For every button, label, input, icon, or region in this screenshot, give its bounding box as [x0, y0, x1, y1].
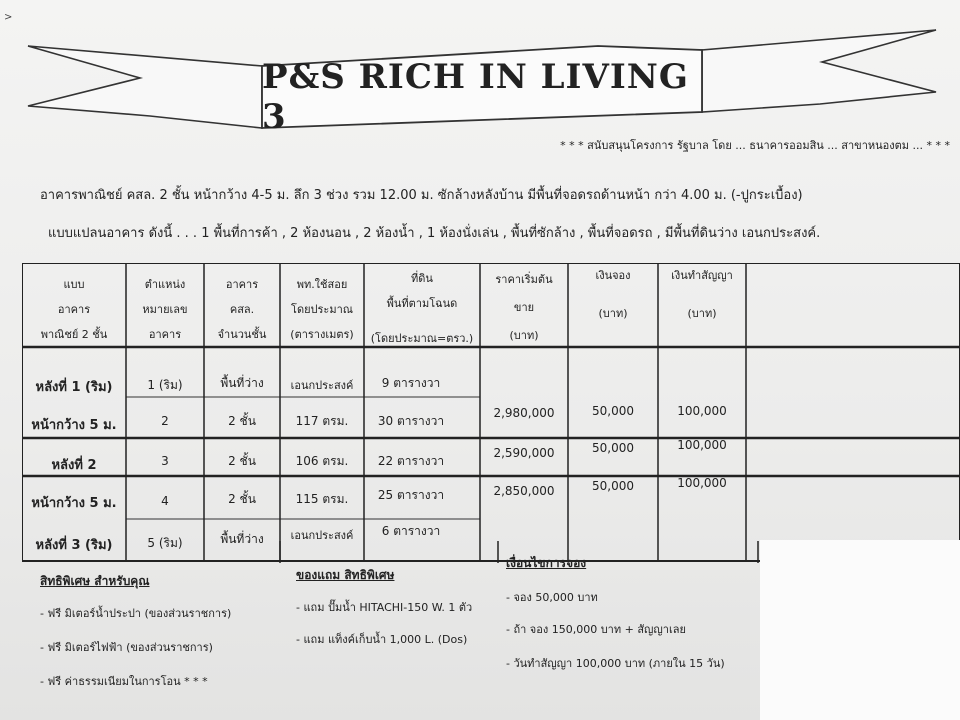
- row-4-deposit: 50,000: [592, 479, 634, 493]
- privileges-title: สิทธิพิเศษ สำหรับคุณ: [40, 574, 150, 588]
- page-title: P&S RICH IN LIVING 3: [262, 57, 689, 137]
- row-2-position: 2: [161, 414, 169, 428]
- row-3-position: 3: [161, 454, 169, 468]
- row-4-price: 2,850,000: [493, 484, 555, 498]
- row-2-floors: 2 ชั้น: [228, 414, 256, 428]
- row-4-land: 25 ตารางวา: [377, 488, 445, 502]
- row-4-contract: 100,000: [677, 476, 727, 490]
- condition-item: - จอง 50,000 บาท: [506, 591, 598, 604]
- row-3-area: 106 ตรม.: [295, 454, 349, 468]
- row-1-position: 1 (ริม): [147, 378, 183, 392]
- row-2-land: 30 ตารางวา: [377, 414, 445, 428]
- row-2-price: 2,980,000: [493, 406, 555, 420]
- row-4-floors: 2 ชั้น: [228, 492, 256, 506]
- header-land: ที่ดิน พื้นที่ตามโฉนด (โดยประมาณ=ตรว.): [370, 272, 474, 345]
- row-3-floors: 2 ชั้น: [228, 454, 256, 468]
- row-1-area: เอนกประสงค์: [290, 379, 354, 392]
- row-4-area: 115 ตรม.: [295, 492, 349, 506]
- row-3-price: 2,590,000: [493, 446, 555, 460]
- header-deposit: เงินจอง (บาท): [595, 269, 631, 320]
- header-contract: เงินทำสัญญา (บาท): [671, 269, 733, 320]
- row-3-contract: 100,000: [677, 438, 727, 452]
- cursor-mark: >: [4, 12, 13, 23]
- gift-item: - แถม ปั๊มน้ำ HITACHI-150 W. 1 ตัว: [296, 601, 473, 614]
- blank-corner-area: [760, 540, 960, 720]
- row-5-position: 5 (ริม): [147, 536, 183, 550]
- row-3-type: หลังที่ 2: [51, 458, 97, 473]
- row-4-position: 4: [161, 494, 169, 508]
- condition-item: - วันทำสัญญา 100,000 บาท (ภายใน 15 วัน): [506, 657, 725, 670]
- row-1-land: 9 ตารางวา: [381, 376, 441, 390]
- row-4-type: หน้ากว้าง 5 ม.: [31, 496, 117, 511]
- row-2-contract: 100,000: [677, 404, 727, 418]
- row-3-deposit: 50,000: [592, 441, 634, 455]
- header-floors: อาคาร คสล. จำนวนชั้น: [217, 278, 267, 341]
- header-position: ตำแหน่ง หมายเลข อาคาร: [142, 278, 188, 341]
- intro-line-1: อาคารพาณิชย์ คสล. 2 ชั้น หน้ากว้าง 4-5 ม. ลึก 3 ช่วง รวม 12.00 ม. ซักล้างหลังบ้าน มีพื้นที่จอดรถด้านหน้า กว่า 4.00 ม. (-ปูกระเบื้อง): [40, 188, 803, 203]
- row-5-floors: พื้นที่ว่าง: [220, 532, 264, 546]
- privilege-item: - ฟรี มิเตอร์ไฟฟ้า (ของส่วนราชการ): [40, 641, 213, 654]
- support-note: * * * สนับสนุนโครงการ รัฐบาล โดย ... ธนาคารออมสิน ... สาขาหนองตม ... * * *: [560, 139, 950, 152]
- gift-item: - แถม แท็งค์เก็บน้ำ 1,000 L. (Dos): [296, 633, 468, 646]
- header-type: แบบ อาคาร พาณิชย์ 2 ชั้น: [40, 278, 108, 341]
- row-1-floors: พื้นที่ว่าง: [220, 376, 264, 390]
- row-2-area: 117 ตรม.: [295, 414, 349, 428]
- row-3-land: 22 ตารางวา: [377, 454, 445, 468]
- row-5-type: หลังที่ 3 (ริม): [35, 538, 113, 553]
- conditions-title: เงื่อนไขการจอง: [506, 556, 587, 570]
- row-2-deposit: 50,000: [592, 404, 634, 418]
- privilege-item: - ฟรี ค่าธรรมเนียมในการโอน * * *: [40, 675, 208, 688]
- gifts-title: ของแถม สิทธิพิเศษ: [296, 568, 395, 582]
- privilege-item: - ฟรี มิเตอร์น้ำประปา (ของส่วนราชการ): [40, 607, 232, 620]
- row-5-land: 6 ตารางวา: [381, 524, 441, 538]
- row-2-type: หน้ากว้าง 5 ม.: [31, 418, 117, 433]
- intro-line-2: แบบแปลนอาคาร ดังนี้ . . . 1 พื้นที่การค้า , 2 ห้องนอน , 2 ห้องน้ำ , 1 ห้องนั่งเล่น , พื้นที่ซักล้าง , พื้นที่จอดรถ , มีพื้นที่ดินว่าง เอนกประสงค์.: [48, 226, 821, 241]
- row-1-type: หลังที่ 1 (ริม): [35, 380, 113, 395]
- header-usable-area: พท.ใช้สอย โดยประมาณ (ตารางเมตร): [290, 278, 354, 341]
- row-5-area: เอนกประสงค์: [290, 529, 354, 542]
- header-price: ราคาเริ่มต้น ขาย (บาท): [495, 273, 553, 342]
- condition-item: - ถ้า จอง 150,000 บาท + สัญญาเลย: [506, 623, 686, 636]
